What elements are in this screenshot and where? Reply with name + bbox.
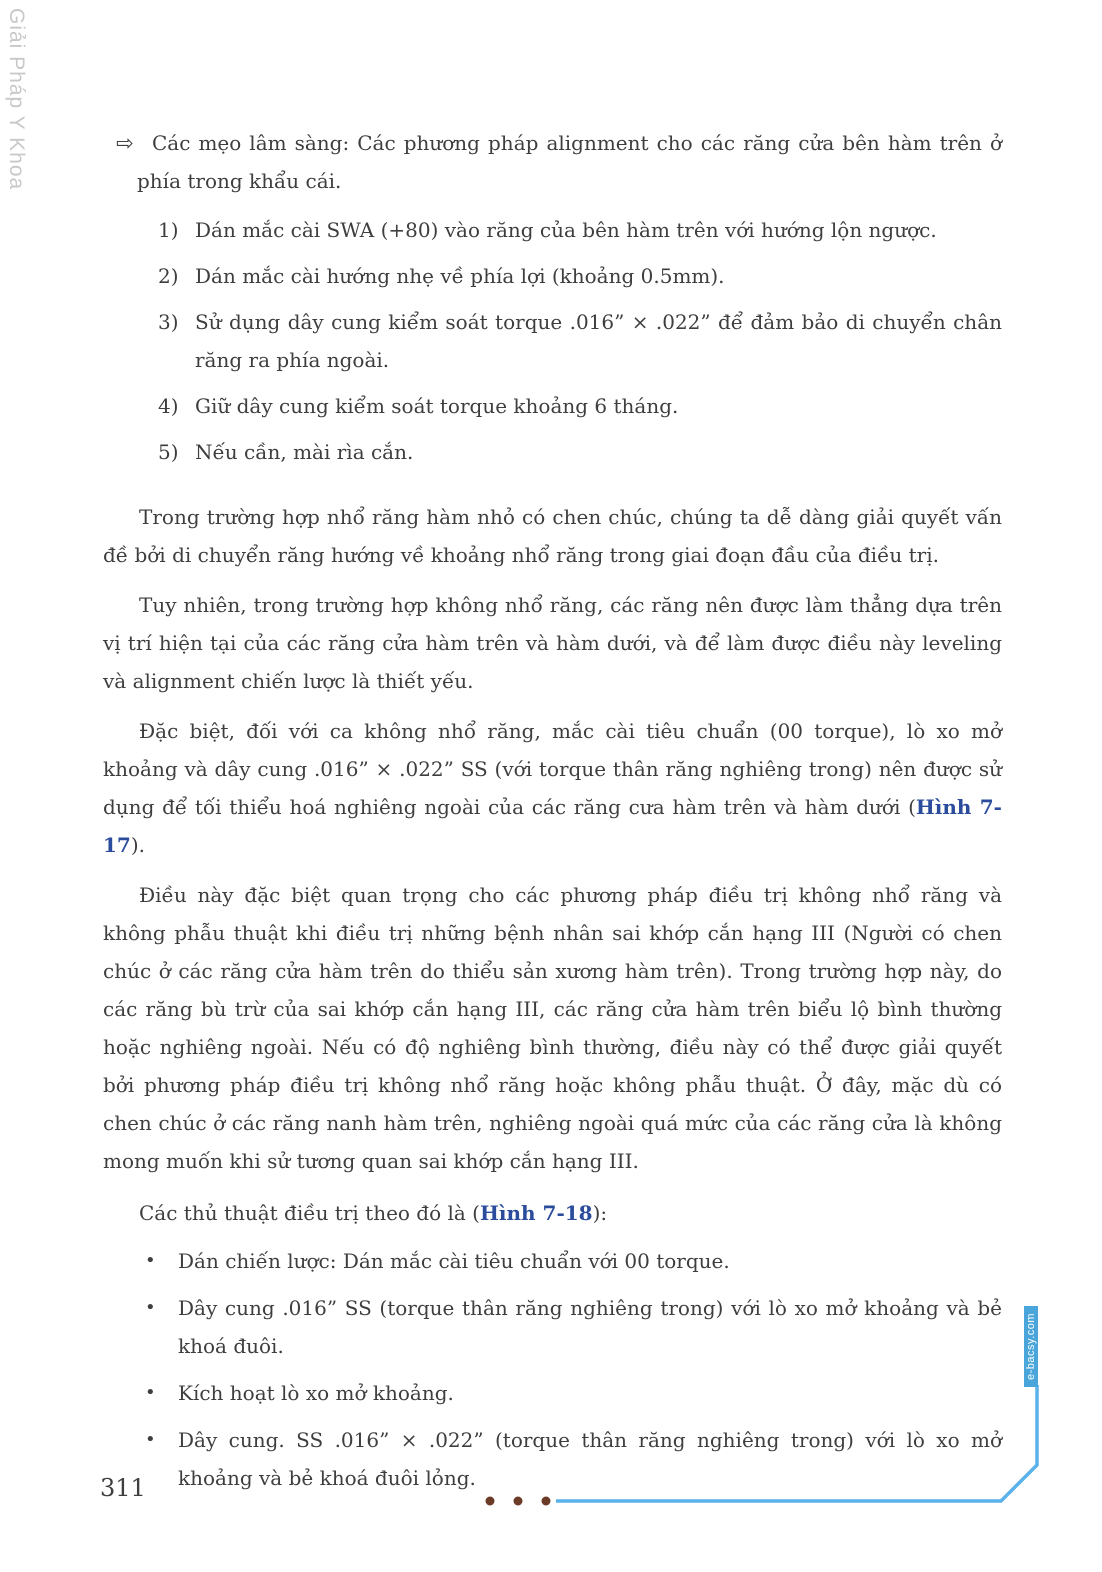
figure-7-17-link[interactable]: Hình 7-17: [103, 795, 1002, 857]
paragraph-text: ).: [130, 833, 146, 857]
footer-dot: [542, 1497, 551, 1506]
item-text: Dán mắc cài SWA (+80) vào răng của bên hàm trên với hướng lộn ngược.: [195, 218, 937, 242]
paragraph-text: Đặc biệt, đối với ca không nhổ răng, mắc cài tiêu chuẩn (00 torque), lò xo mở khoảng và dây cung .016” × .022” SS (với torque thân răng nghiêng trong) nên được sử dụng để tối thiểu hoá nghiêng ngoài của các răng cưa hàm trên và hàm dưới (: [103, 719, 1002, 819]
paragraph: Tuy nhiên, trong trường hợp không nhổ răng, các răng nên được làm thẳng dựa trên vị trí hiện tại của các răng cửa hàm trên và hàm dưới, và để làm được điều này leveling và alignment chiến lược là thiết yếu.: [103, 593, 1002, 693]
page-number: 311: [100, 1474, 146, 1502]
bullet-text: Dây cung. SS .016” × .022” (torque thân răng nghiêng trong) với lò xo mở khoảng và bẻ khoá đuôi lỏng.: [178, 1428, 1002, 1490]
clinical-tip-text: Các mẹo lâm sàng: Các phương pháp alignment cho các răng cửa bên hàm trên ở phía trong khẩu cái.: [137, 131, 1002, 193]
heading-text: Các thủ thuật điều trị theo đó là (: [139, 1201, 480, 1225]
item-text: Giữ dây cung kiểm soát torque khoảng 6 tháng.: [195, 394, 679, 418]
numbered-item: [103, 433, 1002, 471]
item-number: 2): [158, 264, 179, 288]
procedures-heading: [103, 1194, 1002, 1232]
bullet-dot-icon: •: [145, 1382, 156, 1403]
page-content: [103, 124, 1002, 1497]
bullet-item: [103, 1289, 1002, 1365]
item-number: 4): [158, 394, 179, 418]
heading-text: ):: [592, 1201, 608, 1225]
footer-dot: [486, 1497, 495, 1506]
bullet-dot-icon: •: [145, 1250, 156, 1271]
item-text: Sử dụng dây cung kiểm soát torque .016” × .022” để đảm bảo di chuyển chân răng ra phía ngoài.: [195, 310, 1002, 372]
footer-dot: [514, 1497, 523, 1506]
item-text: Dán mắc cài hướng nhẹ về phía lợi (khoảng 0.5mm).: [195, 264, 725, 288]
bullet-text: Kích hoạt lò xo mở khoảng.: [178, 1381, 454, 1405]
paragraph-with-figure-ref: [103, 712, 1002, 864]
numbered-item: [103, 211, 1002, 249]
bullet-text: Dán chiến lược: Dán mắc cài tiêu chuẩn với 00 torque.: [178, 1249, 730, 1273]
arrow-bullet-icon: ⇨: [116, 131, 134, 155]
bullet-text: Dây cung .016” SS (torque thân răng nghiêng trong) với lò xo mở khoảng và bẻ khoá đuôi.: [178, 1296, 1002, 1358]
numbered-item: [103, 387, 1002, 425]
bullet-list: [103, 1242, 1002, 1497]
item-number: 3): [158, 310, 179, 334]
bullet-item: [103, 1242, 1002, 1280]
item-number: 1): [158, 218, 179, 242]
watermark-badge: e-bacsy.com: [1024, 1306, 1038, 1387]
item-text: Nếu cần, mài rìa cắn.: [195, 440, 414, 464]
paragraph: Điều này đặc biệt quan trọng cho các phương pháp điều trị không nhổ răng và không phẫu thuật khi điều trị những bệnh nhân sai khớp cắn hạng III (Người có chen chúc ở các răng cửa hàm trên do thiểu sản xương hàm trên). Trong trường hợp này, do các răng bù trừ của sai khớp cắn hạng III, các răng cửa hàm trên biểu lộ bình thường hoặc nghiêng ngoài. Nếu có độ nghiêng bình thường, điều này có thể được giải quyết bởi phương pháp điều trị không nhổ răng hoặc không phẫu thuật. Ở đây, mặc dù có chen chúc ở các răng nanh hàm trên, nghiêng ngoài quá mức của các răng cửa là không mong muốn khi sử tương quan sai khớp cắn hạng III.: [103, 883, 1002, 1173]
bullet-item: [103, 1421, 1002, 1497]
bullet-dot-icon: •: [145, 1429, 156, 1450]
figure-7-18-link[interactable]: Hình 7-18: [480, 1201, 593, 1225]
clinical-tip: [103, 124, 1002, 200]
bullet-item: [103, 1374, 1002, 1412]
numbered-item: [103, 303, 1002, 379]
numbered-item: [103, 257, 1002, 295]
bullet-dot-icon: •: [145, 1297, 156, 1318]
numbered-list: [103, 211, 1002, 471]
item-number: 5): [158, 440, 179, 464]
paragraph: Trong trường hợp nhổ răng hàm nhỏ có chen chúc, chúng ta dễ dàng giải quyết vấn đề bởi di chuyển răng hướng về khoảng nhổ răng trong giai đoạn đầu của điều trị.: [103, 505, 1002, 567]
side-label: Giải Pháp Y Khoa: [5, 8, 28, 191]
